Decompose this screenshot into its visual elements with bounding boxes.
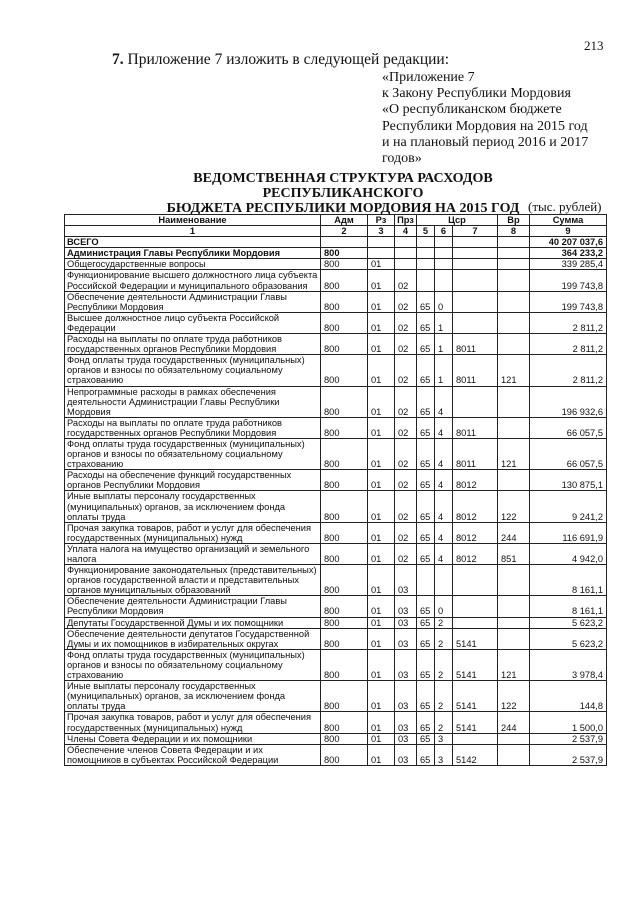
row-rz: 01 <box>368 543 395 564</box>
column-number: 8 <box>498 226 530 237</box>
row-csr-3 <box>453 270 498 291</box>
row-name: Прочая закупка товаров, работ и услуг для обеспечения государственных (муниципальных) нужд <box>65 712 321 733</box>
appendix-line: годов» <box>382 151 422 167</box>
row-csr-3: 8012 <box>453 491 498 522</box>
row-csr-2: 4 <box>435 491 453 522</box>
row-csr-2: 2 <box>435 681 453 712</box>
row-adm: 800 <box>321 491 368 522</box>
row-csr-2: 1 <box>435 334 453 355</box>
row-csr-1: 65 <box>417 491 435 522</box>
column-number: 9 <box>530 226 607 237</box>
column-number: 2 <box>321 226 368 237</box>
row-name: Уплата налога на имущество организаций и земельного налога <box>65 543 321 564</box>
row-adm: 800 <box>321 270 368 291</box>
row-prz: 02 <box>395 491 417 522</box>
table-row <box>65 522 607 543</box>
row-sum: 2 811,2 <box>530 312 607 333</box>
row-prz: 03 <box>395 628 417 649</box>
row-name: Фонд оплаты труда государственных (муниципальных) органов и взносы по обязательному социальному страхованию <box>65 438 321 469</box>
row-sum: 9 241,2 <box>530 491 607 522</box>
row-csr-1: 65 <box>417 355 435 386</box>
table-row <box>65 259 607 270</box>
row-sum: 130 875,1 <box>530 470 607 491</box>
row-csr-3: 8011 <box>453 438 498 469</box>
table-row <box>65 649 607 680</box>
appendix-line: и на плановый период 2016 и 2017 <box>382 134 589 150</box>
row-sum: 5 623,2 <box>530 628 607 649</box>
table-row <box>65 312 607 333</box>
header-cell: Прз <box>395 215 417 226</box>
table-row <box>65 543 607 564</box>
row-vr: 122 <box>498 681 530 712</box>
row-vr <box>498 248 530 259</box>
row-sum: 1 500,0 <box>530 712 607 733</box>
table-row <box>65 596 607 617</box>
row-csr-2: 2 <box>435 617 453 628</box>
row-sum: 2 537,9 <box>530 733 607 744</box>
row-csr-2: 4 <box>435 543 453 564</box>
row-adm: 800 <box>321 334 368 355</box>
row-rz: 01 <box>368 355 395 386</box>
row-name: Высшее должностное лицо субъекта Российской Федерации <box>65 312 321 333</box>
row-rz: 01 <box>368 334 395 355</box>
row-csr-1: 65 <box>417 386 435 417</box>
row-name: Функционирование законодательных (представительных) органов государственной власти и представительных органов муниципальных образований <box>65 565 321 596</box>
row-adm: 800 <box>321 649 368 680</box>
row-csr-3 <box>453 312 498 333</box>
row-csr-3 <box>453 291 498 312</box>
row-csr-2: 0 <box>435 596 453 617</box>
row-csr-1: 65 <box>417 334 435 355</box>
row-csr-1: 65 <box>417 470 435 491</box>
row-name: Администрация Главы Республики Мордовия <box>65 248 321 259</box>
row-name: Общегосударственные вопросы <box>65 259 321 270</box>
row-csr-2: 1 <box>435 312 453 333</box>
row-rz: 01 <box>368 617 395 628</box>
row-csr-3 <box>453 733 498 744</box>
row-prz: 02 <box>395 355 417 386</box>
row-name: Функционирование высшего должностного лица субъекта Российской Федерации и муниципального образования <box>65 270 321 291</box>
row-vr <box>498 270 530 291</box>
row-adm: 800 <box>321 259 368 270</box>
row-csr-1: 65 <box>417 417 435 438</box>
row-csr-3: 8011 <box>453 417 498 438</box>
row-rz: 01 <box>368 565 395 596</box>
row-prz: 03 <box>395 565 417 596</box>
row-csr-3: 5141 <box>453 649 498 680</box>
header-cell: Цср <box>417 215 498 226</box>
row-sum: 4 942,0 <box>530 543 607 564</box>
row-csr-3: 8012 <box>453 470 498 491</box>
row-vr: 244 <box>498 712 530 733</box>
row-csr-2 <box>435 248 453 259</box>
row-prz <box>395 248 417 259</box>
column-number: 6 <box>435 226 453 237</box>
row-vr <box>498 596 530 617</box>
row-name: Иные выплаты персоналу государственных (муниципальных) органов, за исключением фонда оплаты труда <box>65 681 321 712</box>
row-csr-2: 2 <box>435 628 453 649</box>
row-csr-2 <box>435 237 453 248</box>
table-row <box>65 438 607 469</box>
row-prz: 03 <box>395 596 417 617</box>
table-row <box>65 237 607 248</box>
row-csr-3: 8011 <box>453 355 498 386</box>
row-sum: 66 057,5 <box>530 417 607 438</box>
table-row <box>65 386 607 417</box>
row-csr-3: 5141 <box>453 628 498 649</box>
table-row <box>65 617 607 628</box>
table-row <box>65 565 607 596</box>
row-csr-2: 4 <box>435 522 453 543</box>
row-rz: 01 <box>368 270 395 291</box>
row-vr: 122 <box>498 491 530 522</box>
row-vr <box>498 237 530 248</box>
row-name: Расходы на обеспечение функций государственных органов Республики Мордовия <box>65 470 321 491</box>
table-row <box>65 491 607 522</box>
row-prz: 03 <box>395 681 417 712</box>
row-vr <box>498 291 530 312</box>
header-cell: Рз <box>368 215 395 226</box>
row-csr-2: 0 <box>435 291 453 312</box>
table-row <box>65 291 607 312</box>
table-row <box>65 681 607 712</box>
row-name: Обеспечение деятельности Администрации Главы Республики Мордовия <box>65 596 321 617</box>
row-csr-1: 65 <box>417 628 435 649</box>
expenditure-table <box>64 214 607 766</box>
unit-label: (тыс. рублей) <box>528 199 602 214</box>
header-row <box>65 215 607 226</box>
row-csr-1: 65 <box>417 681 435 712</box>
row-sum: 5 623,2 <box>530 617 607 628</box>
row-adm: 800 <box>321 417 368 438</box>
row-csr-3: 5141 <box>453 712 498 733</box>
row-adm: 800 <box>321 617 368 628</box>
row-prz: 02 <box>395 291 417 312</box>
table-row <box>65 334 607 355</box>
row-prz: 02 <box>395 438 417 469</box>
row-prz: 02 <box>395 334 417 355</box>
row-csr-3: 8011 <box>453 334 498 355</box>
row-csr-1 <box>417 248 435 259</box>
row-vr <box>498 334 530 355</box>
row-prz: 03 <box>395 712 417 733</box>
row-rz <box>368 237 395 248</box>
row-adm: 800 <box>321 733 368 744</box>
row-adm: 800 <box>321 744 368 765</box>
row-csr-3 <box>453 565 498 596</box>
row-vr: 851 <box>498 543 530 564</box>
row-vr: 121 <box>498 438 530 469</box>
row-csr-1: 65 <box>417 744 435 765</box>
row-adm <box>321 237 368 248</box>
row-csr-3: 5141 <box>453 681 498 712</box>
column-number-row <box>65 226 607 237</box>
row-vr <box>498 565 530 596</box>
row-adm: 800 <box>321 312 368 333</box>
table-row <box>65 744 607 765</box>
row-adm: 800 <box>321 386 368 417</box>
row-csr-1: 65 <box>417 543 435 564</box>
row-csr-3 <box>453 617 498 628</box>
row-vr <box>498 744 530 765</box>
row-vr: 244 <box>498 522 530 543</box>
row-rz: 01 <box>368 417 395 438</box>
table-row <box>65 248 607 259</box>
row-csr-1 <box>417 270 435 291</box>
row-name: Прочая закупка товаров, работ и услуг для обеспечения государственных (муниципальных) нужд <box>65 522 321 543</box>
row-name: Обеспечение деятельности Администрации Главы Республики Мордовия <box>65 291 321 312</box>
row-rz: 01 <box>368 259 395 270</box>
row-name: Обеспечение членов Совета Федерации и их помощников в субъектах Российской Федерации <box>65 744 321 765</box>
row-rz: 01 <box>368 733 395 744</box>
row-name: Обеспечение деятельности депутатов Государственной Думы и их помощников в избирательных округах <box>65 628 321 649</box>
row-csr-2 <box>435 565 453 596</box>
row-sum: 8 161,1 <box>530 565 607 596</box>
page-number: 213 <box>584 38 604 53</box>
row-sum: 66 057,5 <box>530 438 607 469</box>
row-sum: 364 233,2 <box>530 248 607 259</box>
row-prz: 02 <box>395 312 417 333</box>
row-csr-1: 65 <box>417 649 435 680</box>
row-prz: 02 <box>395 270 417 291</box>
row-sum: 40 207 037,6 <box>530 237 607 248</box>
row-prz: 03 <box>395 744 417 765</box>
row-csr-2: 1 <box>435 355 453 386</box>
row-sum: 2 537,9 <box>530 744 607 765</box>
row-prz <box>395 237 417 248</box>
row-sum: 144,8 <box>530 681 607 712</box>
amendment-number: 7. <box>112 51 124 68</box>
row-csr-2 <box>435 259 453 270</box>
row-adm: 800 <box>321 628 368 649</box>
document-title <box>118 171 568 216</box>
row-csr-2: 4 <box>435 386 453 417</box>
row-adm: 800 <box>321 522 368 543</box>
row-sum: 196 932,6 <box>530 386 607 417</box>
row-rz: 01 <box>368 386 395 417</box>
row-rz: 01 <box>368 596 395 617</box>
row-name: Члены Совета Федерации и их помощники <box>65 733 321 744</box>
appendix-line: «О республиканском бюджете <box>382 102 562 118</box>
title-line: БЮДЖЕТА РЕСПУБЛИКИ МОРДОВИЯ НА 2015 ГОД <box>166 201 520 216</box>
row-csr-3 <box>453 596 498 617</box>
row-prz: 03 <box>395 617 417 628</box>
row-csr-2: 2 <box>435 712 453 733</box>
header-cell: Наименование <box>65 215 321 226</box>
row-prz: 02 <box>395 543 417 564</box>
row-prz: 03 <box>395 649 417 680</box>
row-vr <box>498 628 530 649</box>
table-row <box>65 712 607 733</box>
row-csr-3 <box>453 386 498 417</box>
row-prz <box>395 259 417 270</box>
row-vr <box>498 470 530 491</box>
row-name: Фонд оплаты труда государственных (муниципальных) органов и взносы по обязательному социальному страхованию <box>65 355 321 386</box>
row-rz: 01 <box>368 522 395 543</box>
row-csr-1: 65 <box>417 312 435 333</box>
row-csr-2: 3 <box>435 744 453 765</box>
row-csr-1 <box>417 259 435 270</box>
row-prz: 02 <box>395 522 417 543</box>
row-csr-1: 65 <box>417 522 435 543</box>
appendix-line: к Закону Республики Мордовия <box>382 86 571 102</box>
row-prz: 03 <box>395 733 417 744</box>
row-csr-1: 65 <box>417 291 435 312</box>
row-sum: 199 743,8 <box>530 270 607 291</box>
row-rz: 01 <box>368 744 395 765</box>
row-name: ВСЕГО <box>65 237 321 248</box>
row-name: Расходы на выплаты по оплате труда работников государственных органов Республики Мордовия <box>65 334 321 355</box>
appendix-line: Республики Мордовия на 2015 год <box>382 118 588 134</box>
row-rz: 01 <box>368 438 395 469</box>
row-sum: 199 743,8 <box>530 291 607 312</box>
row-adm: 800 <box>321 712 368 733</box>
row-adm: 800 <box>321 248 368 259</box>
row-rz <box>368 248 395 259</box>
column-number: 4 <box>395 226 417 237</box>
row-rz: 01 <box>368 312 395 333</box>
amendment-text: Приложение 7 изложить в следующей редакции: <box>127 51 450 68</box>
table-row <box>65 733 607 744</box>
row-name: Непрограммные расходы в рамках обеспечения деятельности Администрации Главы Республики Мордовия <box>65 386 321 417</box>
row-name: Депутаты Государственной Думы и их помощники <box>65 617 321 628</box>
amendment-heading <box>112 51 449 69</box>
row-csr-3 <box>453 259 498 270</box>
row-vr <box>498 312 530 333</box>
row-csr-3: 5142 <box>453 744 498 765</box>
row-rz: 01 <box>368 491 395 522</box>
row-csr-1 <box>417 237 435 248</box>
header-cell: Вр <box>498 215 530 226</box>
row-csr-1: 65 <box>417 438 435 469</box>
row-adm: 800 <box>321 438 368 469</box>
row-csr-2: 4 <box>435 438 453 469</box>
row-sum: 2 811,2 <box>530 334 607 355</box>
column-number: 5 <box>417 226 435 237</box>
row-csr-1: 65 <box>417 733 435 744</box>
appendix-line: «Приложение 7 <box>382 70 475 85</box>
row-adm: 800 <box>321 291 368 312</box>
row-prz: 02 <box>395 470 417 491</box>
row-name: Фонд оплаты труда государственных (муниципальных) органов и взносы по обязательному социальному страхованию <box>65 649 321 680</box>
row-csr-3: 8012 <box>453 522 498 543</box>
column-number: 3 <box>368 226 395 237</box>
row-name: Иные выплаты персоналу государственных (муниципальных) органов, за исключением фонда оплаты труда <box>65 491 321 522</box>
row-csr-3 <box>453 248 498 259</box>
row-csr-2 <box>435 270 453 291</box>
header-cell: Сумма <box>530 215 607 226</box>
row-csr-2: 4 <box>435 470 453 491</box>
row-vr: 121 <box>498 355 530 386</box>
row-vr <box>498 259 530 270</box>
row-vr <box>498 617 530 628</box>
row-prz: 02 <box>395 417 417 438</box>
row-adm: 800 <box>321 596 368 617</box>
row-adm: 800 <box>321 543 368 564</box>
row-vr: 121 <box>498 649 530 680</box>
row-csr-2: 2 <box>435 649 453 680</box>
row-adm: 800 <box>321 355 368 386</box>
row-rz: 01 <box>368 470 395 491</box>
table-row <box>65 270 607 291</box>
row-rz: 01 <box>368 628 395 649</box>
row-csr-1: 65 <box>417 712 435 733</box>
table-row <box>65 417 607 438</box>
table-row <box>65 628 607 649</box>
row-name: Расходы на выплаты по оплате труда работников государственных органов Республики Мордовия <box>65 417 321 438</box>
row-csr-1 <box>417 565 435 596</box>
row-csr-1: 65 <box>417 596 435 617</box>
row-vr <box>498 417 530 438</box>
column-number: 1 <box>65 226 321 237</box>
row-adm: 800 <box>321 470 368 491</box>
row-prz: 02 <box>395 386 417 417</box>
row-rz: 01 <box>368 681 395 712</box>
row-csr-2: 3 <box>435 733 453 744</box>
row-csr-2: 4 <box>435 417 453 438</box>
appendix-reference <box>382 70 622 167</box>
row-sum: 8 161,1 <box>530 596 607 617</box>
row-sum: 2 811,2 <box>530 355 607 386</box>
row-csr-3 <box>453 237 498 248</box>
row-adm: 800 <box>321 565 368 596</box>
row-rz: 01 <box>368 712 395 733</box>
table-row <box>65 470 607 491</box>
row-vr <box>498 386 530 417</box>
row-rz: 01 <box>368 291 395 312</box>
table-row <box>65 355 607 386</box>
row-adm: 800 <box>321 681 368 712</box>
row-csr-1: 65 <box>417 617 435 628</box>
row-sum: 339 285,4 <box>530 259 607 270</box>
row-rz: 01 <box>368 649 395 680</box>
header-cell: Адм <box>321 215 368 226</box>
row-vr <box>498 733 530 744</box>
row-sum: 3 978,4 <box>530 649 607 680</box>
row-csr-3: 8012 <box>453 543 498 564</box>
column-number: 7 <box>453 226 498 237</box>
title-line: ВЕДОМСТВЕННАЯ СТРУКТУРА РАСХОДОВ РЕСПУБЛИКАНСКОГО <box>193 171 493 201</box>
row-sum: 116 691,9 <box>530 522 607 543</box>
